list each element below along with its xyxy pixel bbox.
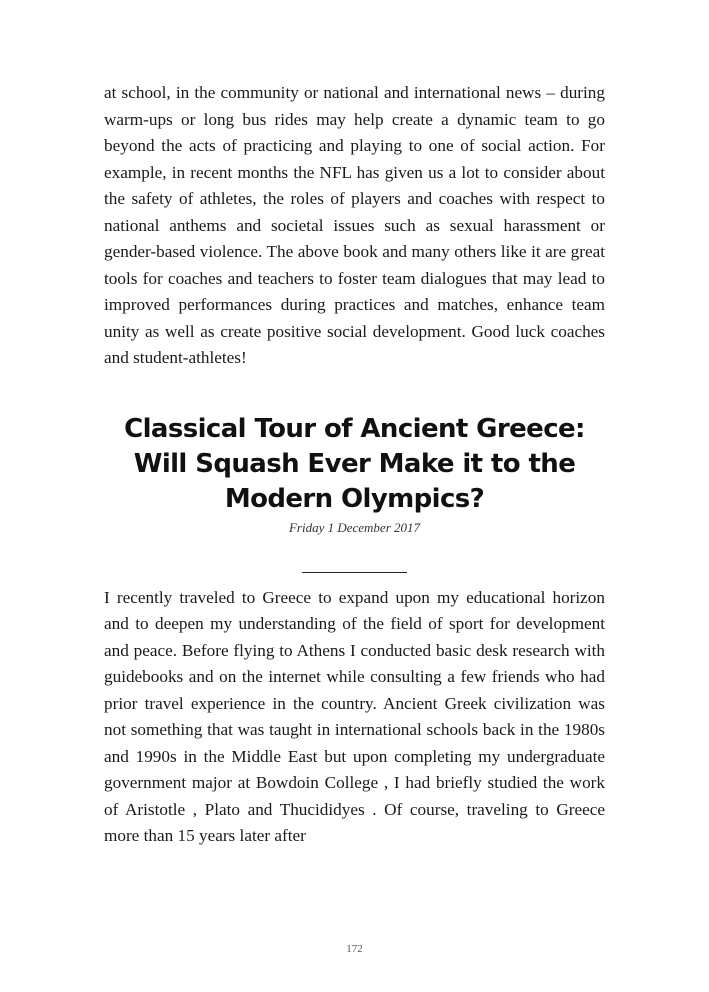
article-title: Classical Tour of Ancient Greece: Will Squash Ever Make it to the Modern Olympics?	[124, 413, 585, 514]
document-page	[104, 80, 605, 850]
article-opening-paragraph: I recently traveled to Greece to expand upon my educational horizon and to deepen my understanding of the field of sport for development and peace. Before flying to Athens I conducted basic desk research with guidebooks and on the internet while consulting a few friends who had prior travel experience in the country. Ancient Greek civilization was not something that was taught in international schools back in the 1980s and 1990s in the Middle East but upon completing my undergraduate government major at Bowdoin College , I had briefly studied the work of Aristotle , Plato and Thucididyes . Of course, traveling to Greece more than 15 years later after	[104, 587, 605, 845]
previous-article-closing-paragraph: at school, in the community or national and international news – during warm-ups or long bus rides may help create a dynamic team to go beyond the acts of practicing and playing to one of social action. For example, in recent months the NFL has given us a lot to consider about the safety of athletes, the roles of players and coaches with respect to national anthems and societal issues such as sexual harassment or gender-based violence. The above book and many others like it are great tools for coaches and teachers to foster team dialogues that may lead to improved performances during practices and matches, enhance team unity as well as create positive social development. Good luck coaches and student-athletes!	[104, 83, 605, 367]
page-number: 172	[346, 943, 363, 955]
section-divider	[302, 572, 407, 573]
article-date: Friday 1 December 2017	[288, 519, 421, 535]
